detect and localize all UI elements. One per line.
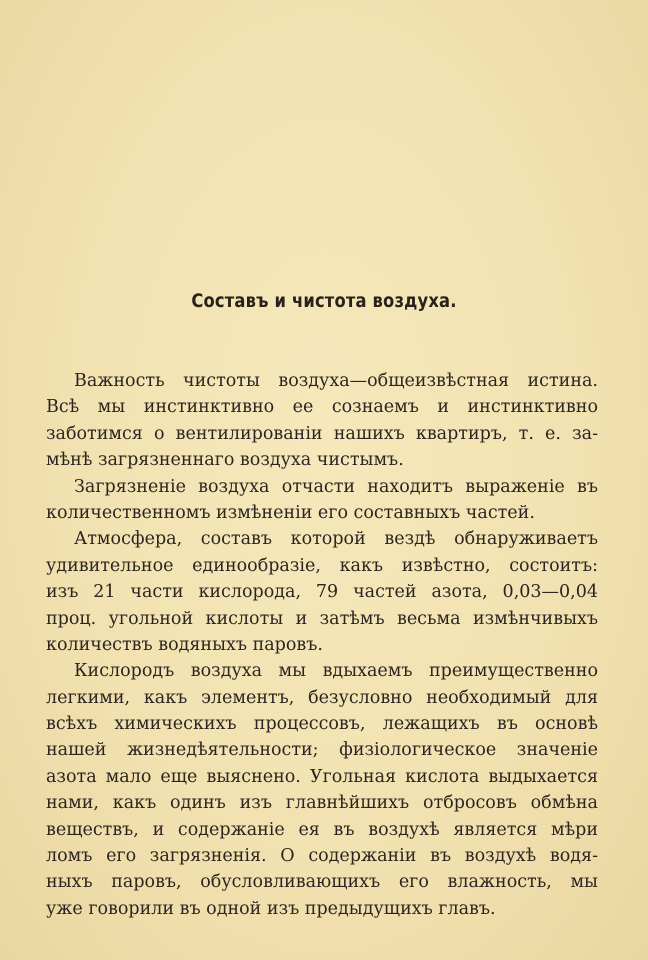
text-line: мѣнѣ загрязненнаго воздуха чистымъ. [46,450,404,471]
text-line: заботимся о вентилированіи нашихъ квартиръ, т. е. за- [46,423,598,444]
text-line: нами, какъ одинъ изъ главнѣйшихъ отбросовъ обмѣна [46,793,598,814]
paragraph [46,368,598,474]
text-line: Важность чистоты воздуха—общеизвѣстная истина. [74,371,598,391]
body-text [46,368,598,922]
text-line: количествъ водяныхъ паровъ. [46,634,323,655]
text-line: Кислородъ воздуха мы вдыхаемъ преимущественно [74,661,598,682]
text-line: количественномъ измѣненіи его составныхъ частей. [46,502,535,523]
text-line: ныхъ паровъ, обусловливающихъ его влажность, мы [46,872,598,893]
text-line: всѣхъ химическихъ процессовъ, лежащихъ въ основѣ [46,714,598,735]
text-line: нашей жизнедѣятельности; физіологическое значеніе [46,740,598,761]
text-line: азота мало еще выяснено. Угольная кислота выдыхается [46,766,598,787]
text-line: веществъ, и содержанiе ея въ воздухѣ является мѣри [46,819,598,840]
paragraph [46,474,598,527]
text-line: изъ 21 части кислорода, 79 частей азота, 0,03—0,04 [46,582,598,603]
text-line: Загрязненіе воздуха отчасти находитъ выраженіе въ [74,476,598,497]
text-line: уже говорили въ одной изъ предыдущихъ главъ. [46,898,496,919]
text-line: ломъ его загрязненія. О содержаніи въ воздухѣ водя- [46,846,598,867]
text-line: Атмосфера, составъ которой вездѣ обнаруживаетъ [74,529,598,550]
text-line: проц. угольной кислоты и затѣмъ весьма измѣнчивыхъ [46,608,598,629]
text-line: Всѣ мы инстинктивно ее сознаемъ и инстинктивно [46,397,598,418]
paragraph [46,526,598,658]
paragraph [46,658,598,922]
section-heading: Составъ и чистота воздуха. [191,290,457,312]
text-line: легкими, какъ элементъ, безусловно необходимый для [46,687,598,708]
text-line: удивительное единообразіе, какъ извѣстно, состоитъ: [46,555,598,576]
